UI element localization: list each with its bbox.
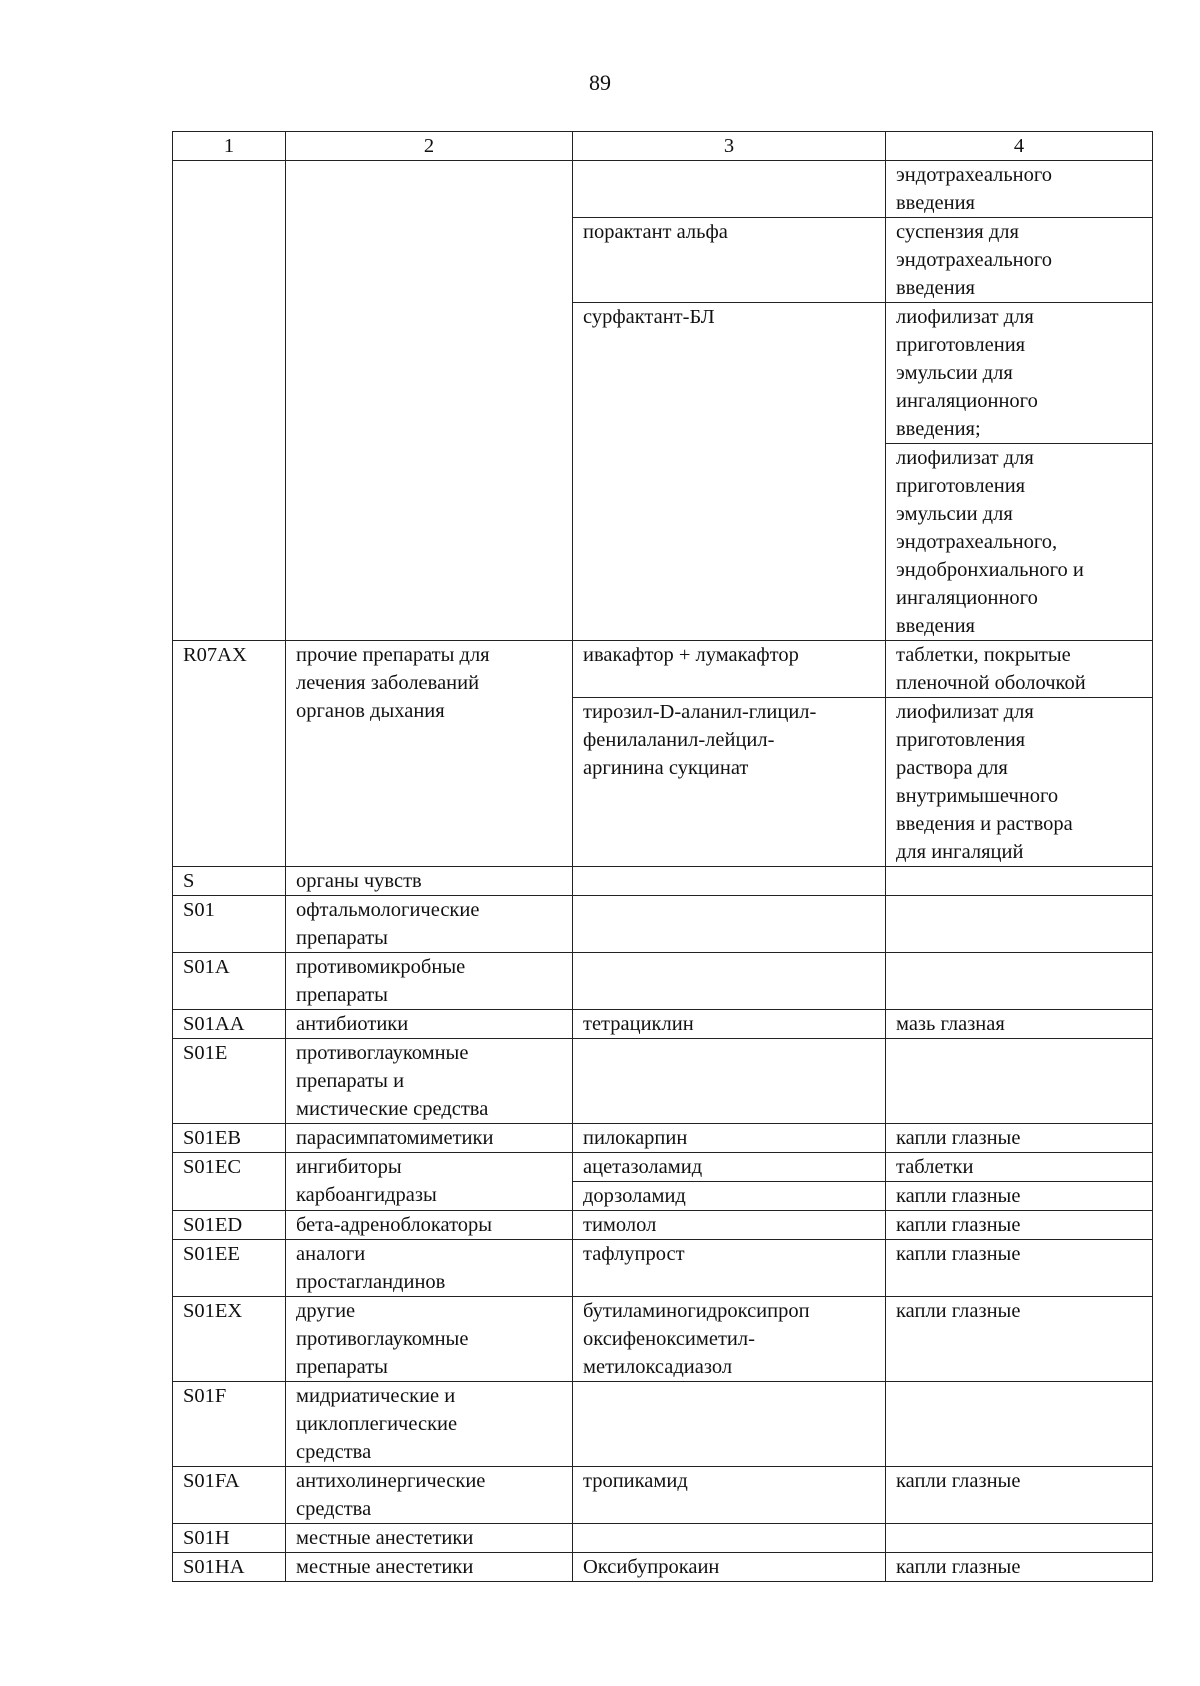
atc-code-cell: S01H <box>173 1524 286 1553</box>
table-row <box>173 1124 1153 1153</box>
header-row <box>173 132 1153 161</box>
table-row <box>173 1553 1153 1582</box>
drug-name-cell <box>573 1524 886 1553</box>
group-name-cell: антихолинергические средства <box>286 1467 573 1524</box>
dosage-form-cell <box>886 896 1153 953</box>
table-row <box>173 1211 1153 1240</box>
drug-name-cell <box>573 1039 886 1124</box>
dosage-form-cell: капли глазные <box>886 1211 1153 1240</box>
dosage-form-cell <box>886 867 1153 896</box>
drug-name-cell: сурфактант-БЛ <box>573 303 886 641</box>
dosage-form-cell: капли глазные <box>886 1553 1153 1582</box>
group-name-cell: прочие препараты для лечения заболеваний органов дыхания <box>286 641 573 867</box>
drug-name-cell: ивакафтор + лумакафтор <box>573 641 886 698</box>
header-cell: 3 <box>573 132 886 161</box>
table-row <box>173 1382 1153 1467</box>
dosage-form-cell: суспензия для эндотрахеального введения <box>886 218 1153 303</box>
drug-name-cell: порактант альфа <box>573 218 886 303</box>
group-name-cell: ингибиторы карбоангидразы <box>286 1153 573 1211</box>
table-row <box>173 867 1153 896</box>
table-row <box>173 896 1153 953</box>
group-name-cell: бета-адреноблокаторы <box>286 1211 573 1240</box>
atc-code-cell <box>173 161 286 641</box>
group-name-cell: органы чувств <box>286 867 573 896</box>
drug-name-cell: ацетазоламид <box>573 1153 886 1182</box>
group-name-cell <box>286 161 573 641</box>
drug-name-cell: тафлупрост <box>573 1240 886 1297</box>
group-name-cell: другие противоглаукомные препараты <box>286 1297 573 1382</box>
drug-name-cell <box>573 953 886 1010</box>
dosage-form-cell: лиофилизат для приготовления раствора для внутримышечного введения и раствора для ингаляций <box>886 698 1153 867</box>
table-row <box>173 1524 1153 1553</box>
atc-code-cell: S01EE <box>173 1240 286 1297</box>
atc-code-cell: S01EX <box>173 1297 286 1382</box>
atc-code-cell: S01F <box>173 1382 286 1467</box>
atc-code-cell: S01 <box>173 896 286 953</box>
dosage-form-cell: капли глазные <box>886 1297 1153 1382</box>
drug-name-cell: Оксибупрокаин <box>573 1553 886 1582</box>
dosage-form-cell: мазь глазная <box>886 1010 1153 1039</box>
drug-name-cell: тирозил-D-аланил-глицил- фенилаланил-лейцил- аргинина сукцинат <box>573 698 886 867</box>
dosage-form-cell <box>886 1382 1153 1467</box>
atc-code-cell: S01AA <box>173 1010 286 1039</box>
drug-name-cell: тетрациклин <box>573 1010 886 1039</box>
dosage-form-cell <box>886 1524 1153 1553</box>
atc-code-cell: S01FA <box>173 1467 286 1524</box>
table-row <box>173 161 1153 218</box>
dosage-form-cell: капли глазные <box>886 1182 1153 1211</box>
atc-code-cell: S01EB <box>173 1124 286 1153</box>
group-name-cell: местные анестетики <box>286 1553 573 1582</box>
atc-code-cell: S01ED <box>173 1211 286 1240</box>
table-row <box>173 1467 1153 1524</box>
dosage-form-cell: таблетки <box>886 1153 1153 1182</box>
atc-code-cell: S01HA <box>173 1553 286 1582</box>
table-row <box>173 641 1153 698</box>
header-cell: 4 <box>886 132 1153 161</box>
group-name-cell: противомикробные препараты <box>286 953 573 1010</box>
atc-code-cell: S01E <box>173 1039 286 1124</box>
dosage-form-cell: лиофилизат для приготовления эмульсии для эндотрахеального, эндобронхиального и ингаляционного введения <box>886 444 1153 641</box>
drug-name-cell: пилокарпин <box>573 1124 886 1153</box>
table-row <box>173 1010 1153 1039</box>
table-row <box>173 1297 1153 1382</box>
atc-code-cell: S01EC <box>173 1153 286 1211</box>
dosage-form-cell: лиофилизат для приготовления эмульсии для ингаляционного введения; <box>886 303 1153 444</box>
dosage-form-cell: капли глазные <box>886 1124 1153 1153</box>
group-name-cell: противоглаукомные препараты и мистические средства <box>286 1039 573 1124</box>
dosage-form-cell <box>886 1039 1153 1124</box>
drug-table <box>172 131 1153 1582</box>
dosage-form-cell: капли глазные <box>886 1240 1153 1297</box>
table-row <box>173 1153 1153 1182</box>
group-name-cell: парасимпатомиметики <box>286 1124 573 1153</box>
drug-name-cell: тропикамид <box>573 1467 886 1524</box>
page-number: 89 <box>589 70 611 95</box>
dosage-form-cell: таблетки, покрытые пленочной оболочкой <box>886 641 1153 698</box>
group-name-cell: офтальмологические препараты <box>286 896 573 953</box>
atc-code-cell: S <box>173 867 286 896</box>
dosage-form-cell: капли глазные <box>886 1467 1153 1524</box>
header-cell: 2 <box>286 132 573 161</box>
header-cell: 1 <box>173 132 286 161</box>
drug-name-cell <box>573 1382 886 1467</box>
atc-code-cell: R07AX <box>173 641 286 867</box>
group-name-cell: аналоги простагландинов <box>286 1240 573 1297</box>
dosage-form-cell: эндотрахеального введения <box>886 161 1153 218</box>
drug-name-cell: дорзоламид <box>573 1182 886 1211</box>
group-name-cell: мидриатические и циклоплегические средства <box>286 1382 573 1467</box>
drug-name-cell <box>573 161 886 218</box>
drug-name-cell <box>573 896 886 953</box>
dosage-form-cell <box>886 953 1153 1010</box>
atc-code-cell: S01A <box>173 953 286 1010</box>
table-row <box>173 953 1153 1010</box>
table-row <box>173 1240 1153 1297</box>
group-name-cell: местные анестетики <box>286 1524 573 1553</box>
table-row <box>173 1039 1153 1124</box>
group-name-cell: антибиотики <box>286 1010 573 1039</box>
drug-name-cell: тимолол <box>573 1211 886 1240</box>
drug-name-cell <box>573 867 886 896</box>
drug-name-cell: бутиламиногидроксипроп оксифеноксиметил- метилоксадиазол <box>573 1297 886 1382</box>
